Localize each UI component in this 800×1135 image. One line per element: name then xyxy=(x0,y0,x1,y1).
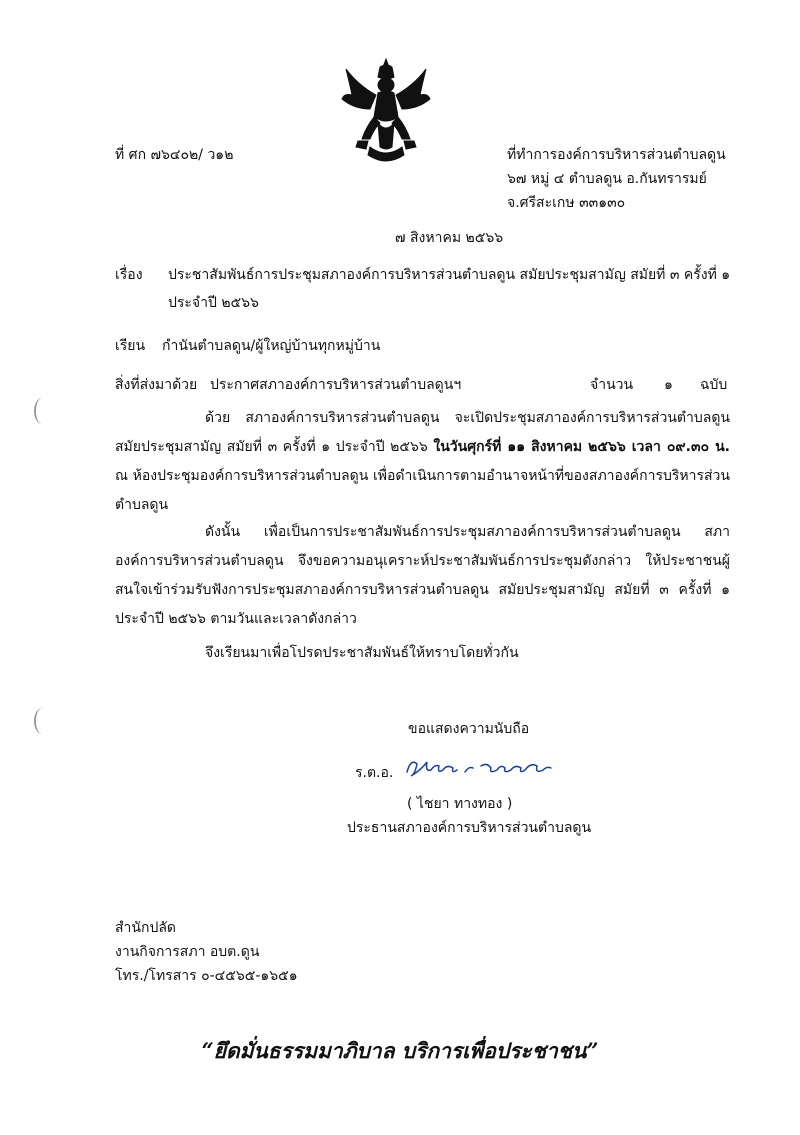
footer-phone: โทร./โทรสาร ๐-๔๕๖๕-๑๖๕๑ xyxy=(115,968,298,984)
regards-text: ขอแสดงความนับถือ xyxy=(408,721,530,737)
document-number: ที่ ศก ๗๖๔๐๒/ ว๑๒ xyxy=(115,147,234,163)
to-recipient: กำนันตำบลดูน/ผู้ใหญ่บ้านทุกหมู่บ้าน xyxy=(162,338,381,354)
punch-hole-mark xyxy=(34,708,50,734)
document-date: ๗ สิงหาคม ๒๕๖๖ xyxy=(395,230,504,246)
office-address-line-3: จ.ศรีสะเกษ ๓๓๑๓๐ xyxy=(507,195,626,211)
signer-title: ประธานสภาองค์การบริหารส่วนตำบลดูน xyxy=(347,820,592,836)
enclosure-label: สิ่งที่ส่งมาด้วย xyxy=(115,377,198,393)
enclosure-text: ประกาศสภาองค์การบริหารส่วนตำบลดูนฯ xyxy=(210,377,462,393)
handwritten-signature xyxy=(405,750,555,790)
body-paragraph-1 xyxy=(115,404,730,520)
subject-line-2: ประจำปี ๒๕๖๖ xyxy=(168,295,259,311)
body-paragraph-3: จึงเรียนมาเพื่อโปรดประชาสัมพันธ์ให้ทราบโดยทั่วกัน xyxy=(205,645,519,661)
enclosure-unit: ฉบับ xyxy=(700,377,728,393)
acting-prefix: ร.ต.อ. xyxy=(355,765,394,781)
office-address-line-2: ๖๗ หมู่ ๔ ตำบลดูน อ.กันทรารมย์ xyxy=(507,171,707,187)
meeting-datetime: ในวันศุกร์ที่ ๑๑ สิงหาคม ๒๕๖๖ เวลา ๐๙.๓๐ น. xyxy=(433,439,730,455)
enclosure-qty-label: จำนวน xyxy=(590,377,634,393)
subject-label: เรื่อง xyxy=(115,267,143,283)
signer-name: ( ไชยา ทางทอง ) xyxy=(407,796,513,812)
footer-slogan: “ยึดมั่นธรรมมาภิบาล บริการเพื่อประชาชน” xyxy=(201,1038,599,1063)
enclosure-qty: ๑ xyxy=(664,377,673,393)
footer-office: สำนักปลัด xyxy=(115,920,177,936)
body-paragraph-2: ดังนั้น เพื่อเป็นการประชาสัมพันธ์การประชุมสภาองค์การบริหารส่วนตำบลดูน สภาองค์การบริหารส่วนตำบลดูน จึงขอความอนุเคราะห์ประชาสัมพันธ์การประชุมดังกล่าว ให้ประชาชนผู้สนใจเข้าร่วมรับฟังการประชุมสภาองค์การบริหารส่วนตำบลดูน สมัยประชุมสามัญ สมัยที่ ๓ ครั้งที่ ๑ ประจำปี ๒๕๖๖ ตามวันและเวลาดังกล่าว xyxy=(115,524,730,627)
body-paragraph-1-text-end: ณ ห้องประชุมองค์การบริหารส่วนตำบลดูน เพื่อดำเนินการตามอำนาจหน้าที่ของสภาองค์การบริหารส่วนตำบลดูน xyxy=(115,468,730,513)
footer-section: งานกิจการสภา อบต.ดูน xyxy=(115,944,260,960)
office-address-line-1: ที่ทำการองค์การบริหารส่วนตำบลดูน xyxy=(507,147,726,163)
subject-line-1: ประชาสัมพันธ์การประชุมสภาองค์การบริหารส่วนตำบลดูน สมัยประชุมสามัญ สมัยที่ ๓ ครั้งที่ ๑ xyxy=(168,267,731,283)
punch-hole-mark xyxy=(34,398,50,424)
garuda-emblem-icon xyxy=(340,55,432,167)
to-label: เรียน xyxy=(115,338,146,354)
body-paragraph-1-text: ด้วย สภาองค์การบริหารส่วนตำบลดูน จะเปิดประชุมสภาองค์การบริหารส่วนตำบลดูนสมัยประชุมสามัญ สมัยที่ ๓ ครั้งที่ ๑ ประจำปี ๒๕๖๖ xyxy=(115,410,730,455)
